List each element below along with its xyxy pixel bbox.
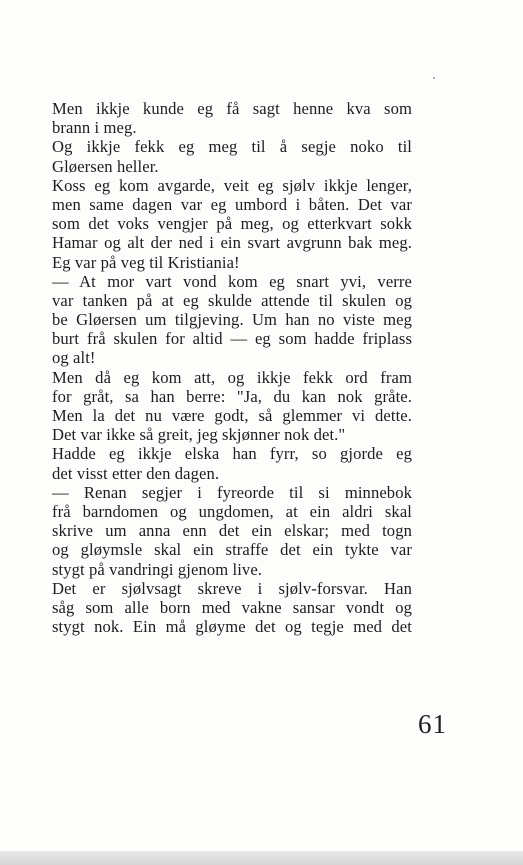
text-line: for gråt, sa han berre: "Ja, du kan nok gråte. <box>52 386 412 406</box>
text-line: frå barndomen og ungdomen, at ein aldri skal <box>52 501 412 521</box>
text-line: Det var ikke så greit, jeg skjønner nok det." <box>52 425 346 445</box>
text-line: Og ikkje fekk eg meg til å segje noko til <box>52 137 412 157</box>
text-line: Men då eg kom att, og ikkje fekk ord fram <box>52 367 412 387</box>
text-line: Hamar og alt der ned i ein svart avgrunn bak meg. <box>52 233 412 253</box>
text-line: stygt på vandringi gjenom live. <box>52 559 263 579</box>
text-line: burt frå skulen for altid — eg som hadde friplass <box>52 329 412 349</box>
text-line: var tanken på at eg skulde attende til skulen og <box>52 290 412 310</box>
paper-speck <box>433 77 435 79</box>
text-line: — At mor vart vond kom eg snart yvi, verre <box>52 271 412 291</box>
text-line: Koss eg kom avgarde, veit eg sjølv ikkje lenger, <box>52 175 412 195</box>
text-line: Det er sjølvsagt skreve i sjølv-forsvar. Han <box>52 578 412 598</box>
text-line: som det voks vengjer på meg, og etterkvart sokk <box>52 214 412 234</box>
text-line: — Renan segjer i fyreorde til si minnebok <box>52 482 412 502</box>
page-number: 61 <box>418 709 447 739</box>
text-line: skrive um anna enn det ein elskar; med togn <box>52 521 412 541</box>
text-line: det visst etter den dagen. <box>52 463 220 483</box>
text-line: Gløersen heller. <box>52 156 159 176</box>
text-line: be Gløersen um tilgjeving. Um han no viste meg <box>52 310 412 330</box>
text-line: Hadde eg ikkje elska han fyrr, so gjorde eg <box>52 444 412 464</box>
text-line: såg som alle born med vakne sansar vondt og <box>52 597 412 617</box>
text-line: stygt nok. Ein må gløyme det og tegje med det <box>52 617 412 637</box>
text-line: Eg var på veg til Kristiania! <box>52 252 240 272</box>
text-line: og alt! <box>52 348 96 368</box>
page-bottom-edge <box>0 851 523 865</box>
text-line: Men la det nu være godt, så glemmer vi dette. <box>52 406 412 425</box>
body-text <box>52 99 412 636</box>
text-line: Men ikkje kunde eg få sagt henne kva som <box>52 99 412 118</box>
text-line: brann i meg. <box>52 118 137 138</box>
text-line: men same dagen var eg umbord i båten. Det var <box>52 194 412 214</box>
text-line: og gløymsle skal ein straffe det ein tykte var <box>52 540 412 560</box>
